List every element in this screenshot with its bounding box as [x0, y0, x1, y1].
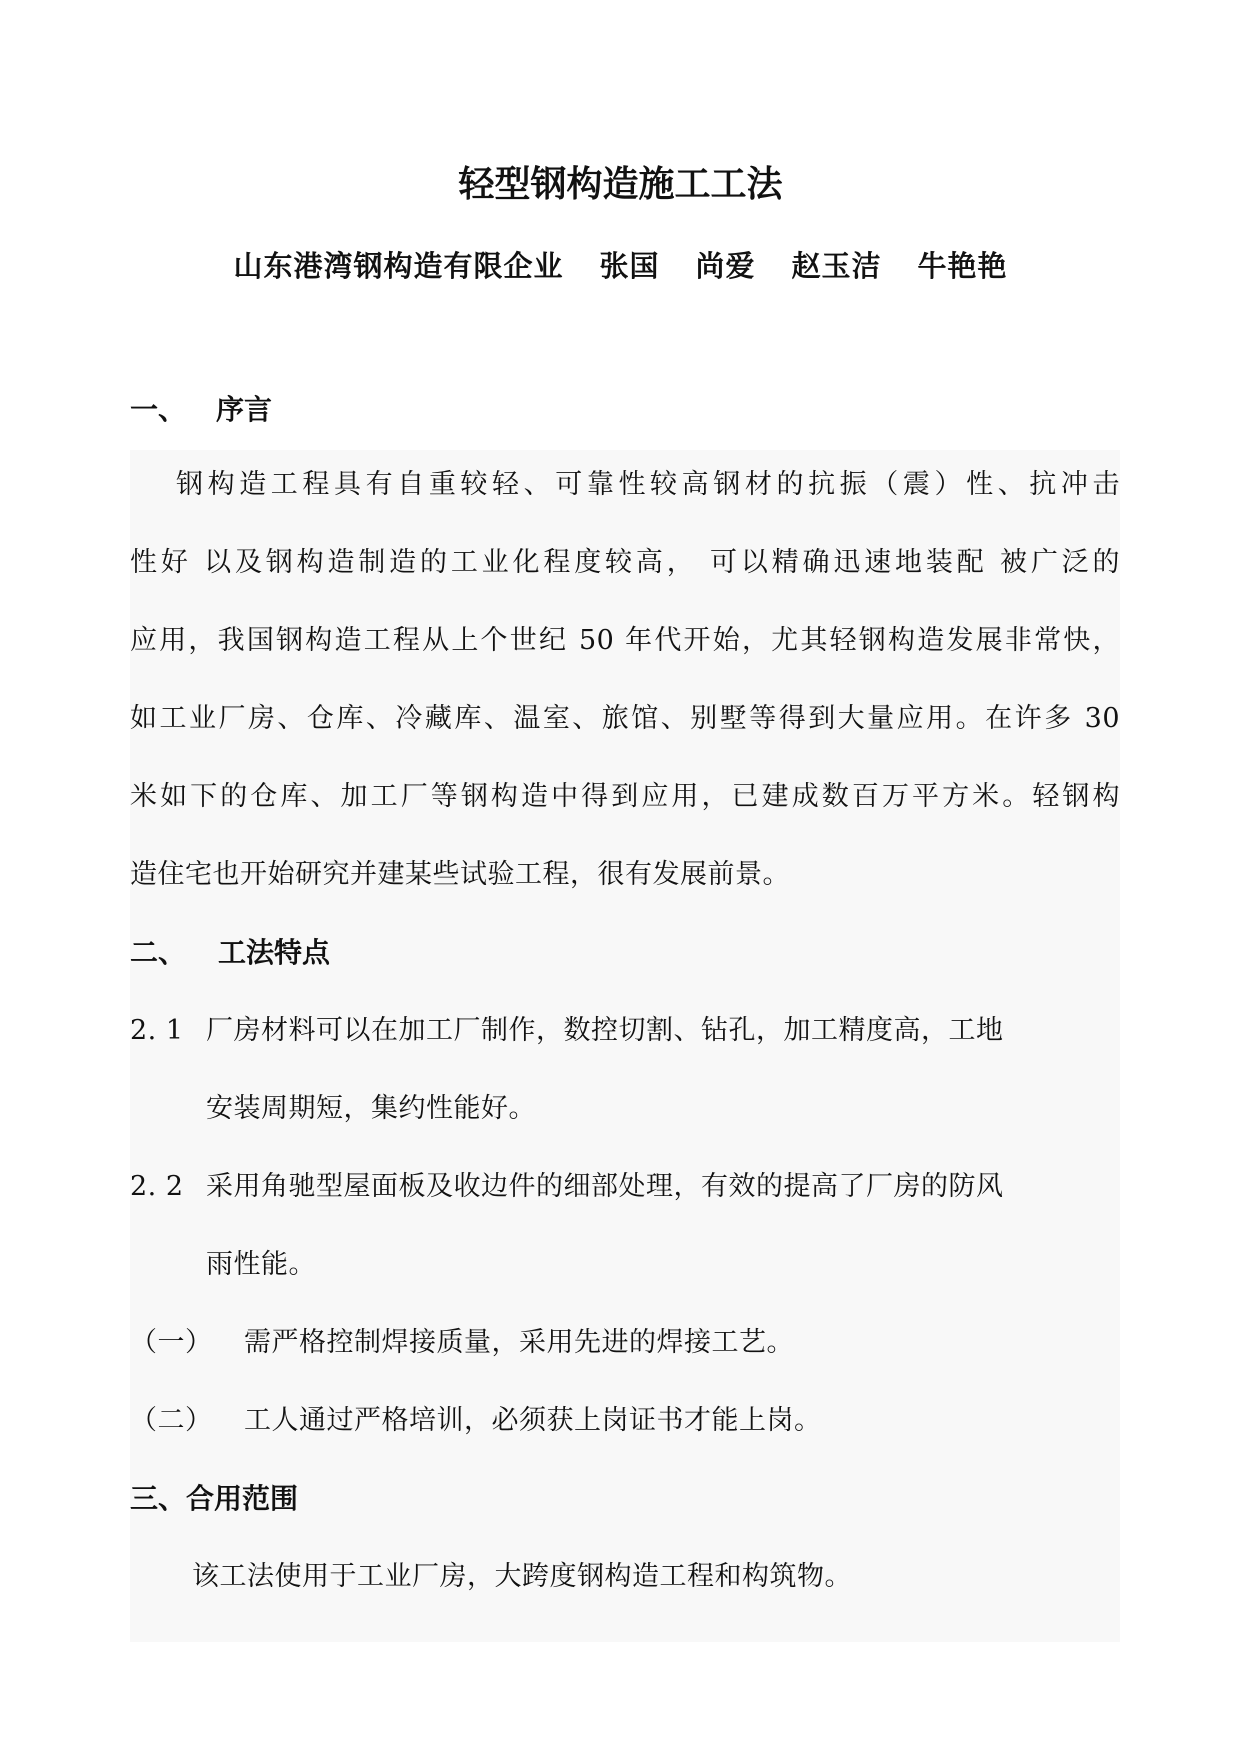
section-heading: [130, 390, 272, 430]
author-name: 赵玉洁: [791, 249, 882, 283]
paragraph-line: 造住宅也开始研究并建某些试验工程，很有发展前景。: [130, 859, 790, 890]
sub-item-text: 工人通过严格培训，必须获上岗证书才能上岗。: [244, 1405, 822, 1436]
section-heading: 三、合用范围: [130, 1482, 299, 1515]
section-number: 二、: [130, 936, 187, 969]
item-number: 2. 2: [130, 1171, 184, 1202]
author-line: [0, 246, 1241, 286]
paragraph-line: 如工业厂房、仓库、冷藏库、温室、旅馆、别墅等得到大量应用。在许多 30: [130, 703, 1120, 734]
paragraph-line: 米如下的仓库、加工厂等钢构造中得到应用，已建成数百万平方米。轻钢构: [130, 781, 1120, 812]
list-item: [130, 1167, 1004, 1207]
item-text: 厂房材料可以在加工厂制作，数控切割、钻孔，加工精度高，工地: [206, 1015, 1004, 1046]
sub-list-item: [130, 1323, 794, 1363]
author-name: 张国: [599, 249, 660, 283]
sub-list-item: [130, 1401, 822, 1441]
item-text-continued: 雨性能。: [206, 1249, 316, 1280]
list-item: [130, 1011, 1004, 1051]
paragraph-line: 该工法使用于工业厂房，大跨度钢构造工程和构筑物。: [192, 1561, 852, 1592]
section-title: 序言: [216, 393, 273, 426]
item-text-continued: 安装周期短，集约性能好。: [206, 1093, 536, 1124]
author-name: 尚爱: [695, 249, 756, 283]
author-name: 牛艳艳: [917, 249, 1008, 283]
document-title: 轻型钢构造施工工法: [458, 163, 783, 205]
item-number: 2. 1: [130, 1015, 184, 1046]
item-text: 采用角驰型屋面板及收边件的细部处理，有效的提高了厂房的防风: [206, 1171, 1004, 1202]
sub-item-number: （一）: [130, 1327, 213, 1358]
paragraph-line: 钢构造工程具有自重较轻、可靠性较高钢材的抗振（震）性、抗冲击: [176, 469, 1120, 500]
sub-item-text: 需严格控制焊接质量，采用先进的焊接工艺。: [244, 1327, 794, 1358]
sub-item-number: （二）: [130, 1405, 213, 1436]
paragraph-line: 性好 以及钢构造制造的工业化程度较高， 可以精确迅速地装配 被广泛的: [130, 547, 1120, 578]
section-number: 一、: [130, 393, 187, 426]
section-title: 工法特点: [218, 936, 331, 969]
paragraph-line: 应用，我国钢构造工程从上个世纪 50 年代开始，尤其轻钢构造发展非常快，: [130, 625, 1120, 656]
author-company: 山东港湾钢构造有限企业: [233, 249, 564, 283]
section-heading: [130, 933, 330, 973]
